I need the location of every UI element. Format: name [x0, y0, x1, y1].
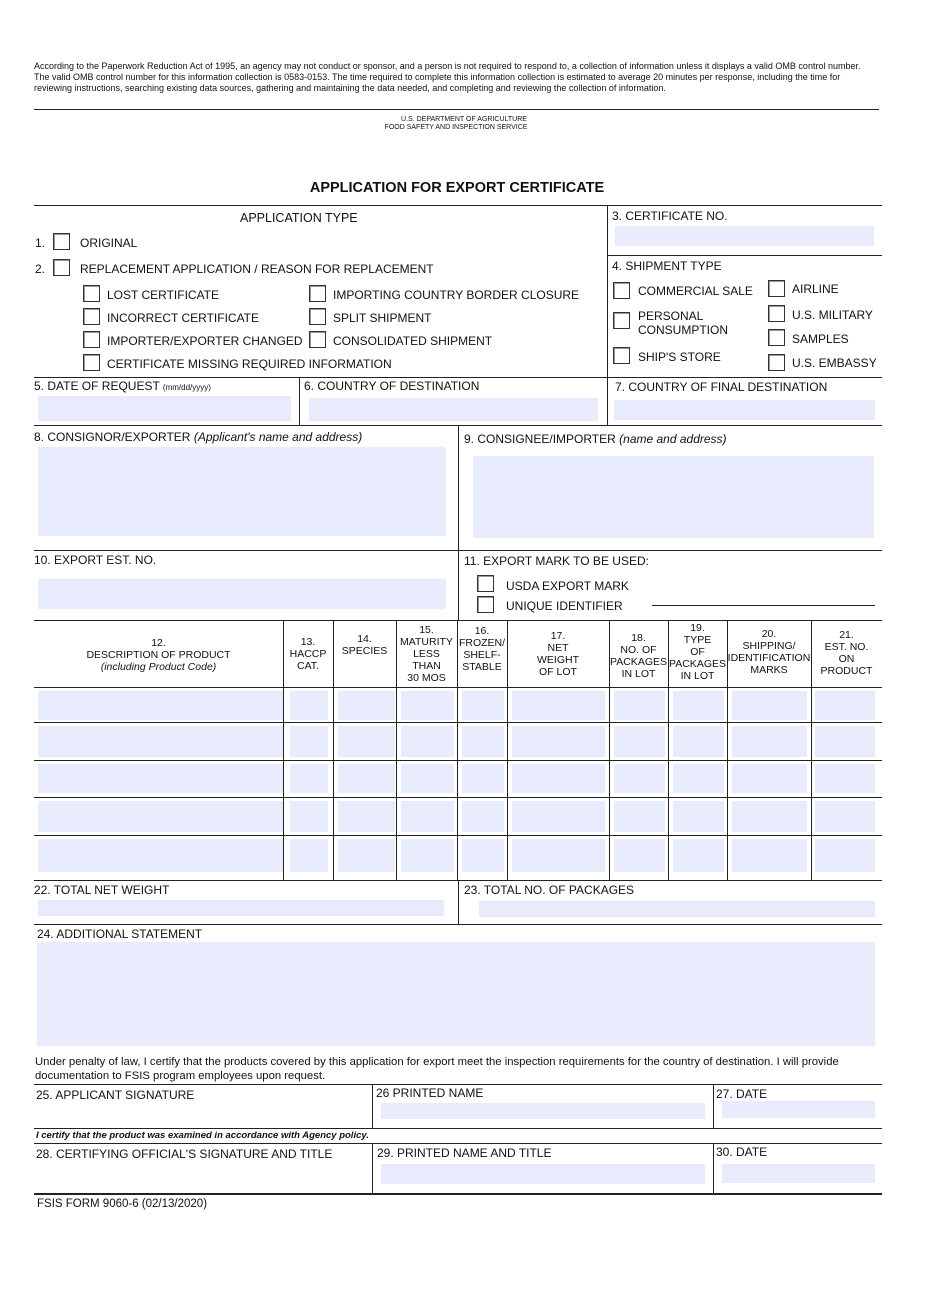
divider: [607, 377, 608, 425]
row-3-packages-field[interactable]: [614, 764, 665, 793]
column-header-haccp: [283, 636, 333, 672]
col-text: SHIPPING/: [742, 640, 796, 652]
col-num: 21.: [839, 629, 854, 641]
row-5-frozen-field[interactable]: [462, 839, 504, 872]
col-text: MATURITY: [400, 636, 453, 648]
column-header-shipping-marks: [727, 628, 811, 676]
official-signature-label: 28. CERTIFYING OFFICIAL'S SIGNATURE AND TITLE: [36, 1147, 333, 1161]
split-shipment-checkbox[interactable]: [309, 308, 326, 325]
column-header-net-weight: [507, 630, 609, 678]
export-mark-heading: 11. EXPORT MARK TO BE USED:: [464, 554, 649, 568]
row-1-maturity-field[interactable]: [401, 691, 454, 720]
usda-export-mark-checkbox[interactable]: [477, 575, 494, 592]
unique-identifier-checkbox[interactable]: [477, 596, 494, 613]
divider: [372, 1084, 373, 1128]
row-4-packages-field[interactable]: [614, 801, 665, 832]
country-destination-field[interactable]: [309, 398, 598, 421]
applicant-signature-label: 25. APPLICANT SIGNATURE: [36, 1088, 195, 1102]
col-text: IN LOT: [680, 670, 715, 682]
airline-label: AIRLINE: [792, 282, 839, 296]
column-header-species: [333, 633, 396, 657]
consolidated-shipment-checkbox[interactable]: [309, 331, 326, 348]
original-label: ORIGINAL: [80, 236, 138, 250]
divider: [607, 255, 882, 256]
divider: [372, 1143, 373, 1193]
incorrect-certificate-label: INCORRECT CERTIFICATE: [107, 311, 260, 325]
us-military-label: U.S. MILITARY: [792, 308, 873, 322]
row-4-frozen-field[interactable]: [462, 801, 504, 832]
divider: [34, 1084, 882, 1085]
replacement-checkbox[interactable]: [53, 259, 70, 276]
row-2-package-type-field[interactable]: [673, 726, 724, 757]
printed-name-field[interactable]: [381, 1103, 705, 1119]
date30-field[interactable]: [722, 1164, 875, 1183]
usda-export-mark-label: USDA EXPORT MARK: [506, 579, 629, 593]
border-closure-checkbox[interactable]: [309, 285, 326, 302]
row-3-haccp-field[interactable]: [290, 764, 328, 793]
divider: [333, 620, 334, 880]
row-4-description-field[interactable]: [38, 801, 283, 832]
col-num: 13.: [300, 636, 316, 648]
row-4-shipping-marks-field[interactable]: [732, 801, 807, 832]
row-2-haccp-field[interactable]: [290, 726, 328, 757]
consignor-text: 8. CONSIGNOR/EXPORTER: [34, 430, 191, 444]
col-num: 20.: [761, 628, 777, 640]
divider: [458, 425, 459, 550]
row-3-est-no-field[interactable]: [815, 764, 875, 793]
row-5-species-field[interactable]: [338, 839, 395, 872]
unique-identifier-label: UNIQUE IDENTIFIER: [506, 599, 623, 613]
col-text: OF LOT: [539, 666, 577, 678]
divider: [299, 377, 300, 425]
divider: [34, 835, 882, 836]
samples-label: SAMPLES: [792, 332, 849, 346]
incorrect-certificate-checkbox[interactable]: [83, 308, 100, 325]
shipment-type-heading: 4. SHIPMENT TYPE: [612, 259, 722, 273]
us-military-checkbox[interactable]: [768, 305, 785, 322]
row-5-shipping-marks-field[interactable]: [732, 839, 807, 872]
consignor-label: [34, 431, 362, 443]
consignee-text: 9. CONSIGNEE/IMPORTER: [464, 432, 616, 446]
row-5-maturity-field[interactable]: [401, 839, 454, 872]
total-packages-label: 23. TOTAL NO. OF PACKAGES: [464, 883, 635, 897]
country-final-destination-label: 7. COUNTRY OF FINAL DESTINATION: [615, 380, 828, 394]
col-text: DESCRIPTION OF PRODUCT: [86, 649, 231, 661]
row-4-haccp-field[interactable]: [290, 801, 328, 832]
date30-label: 30. DATE: [716, 1145, 768, 1159]
paperwork-notice: According to the Paperwork Reduction Act of 1995, an agency may not conduct or sponsor, and a person is not required to respond to, a collection of information unless it displays a valid OMB control number. The valid OMB control number for this information collection is 0583-0153. The time required to complete this information collection is estimated to average 20 minutes per response, including the time for reviewing instructions, searching existing data sources, gathering and maintaining the data needed, and completing and reviewing the collection of information.: [34, 61, 861, 93]
ships-store-label: SHIP'S STORE: [638, 350, 721, 364]
divider: [34, 797, 882, 798]
col-text: HACCP: [289, 648, 327, 660]
consignor-field[interactable]: [38, 447, 446, 536]
us-embassy-checkbox[interactable]: [768, 354, 785, 371]
us-embassy-label: U.S. EMBASSY: [792, 356, 877, 370]
column-header-description: [34, 637, 283, 673]
row-4-package-type-field[interactable]: [673, 801, 724, 832]
col-text: FROZEN/: [458, 637, 506, 649]
col-text: CAT.: [297, 660, 319, 672]
row-5-package-type-field[interactable]: [673, 839, 724, 872]
date-of-request-label: [34, 380, 211, 392]
col-text: NO. OF: [620, 644, 657, 656]
row-3-package-type-field[interactable]: [673, 764, 724, 793]
column-header-frozen: [457, 625, 507, 673]
col-num: 19.: [690, 622, 705, 634]
row-3-shipping-marks-field[interactable]: [732, 764, 807, 793]
row-3-frozen-field[interactable]: [462, 764, 504, 793]
col-text: STABLE: [462, 661, 502, 673]
original-checkbox[interactable]: [53, 233, 70, 250]
unique-identifier-field[interactable]: [652, 605, 875, 606]
printed-name-title-label: 29. PRINTED NAME AND TITLE: [377, 1146, 552, 1160]
row-5-haccp-field[interactable]: [290, 839, 328, 872]
column-header-maturity: [396, 624, 457, 684]
row-4-net-weight-field[interactable]: [512, 801, 605, 832]
row-5-est-no-field[interactable]: [815, 839, 875, 872]
row-1-packages-field[interactable]: [614, 691, 665, 720]
col-num: 12.: [151, 637, 166, 649]
col-text: PACKAGES: [610, 656, 667, 668]
row-2-description-field[interactable]: [38, 726, 283, 757]
divider: [34, 109, 879, 110]
country-destination-label: 6. COUNTRY OF DESTINATION: [304, 379, 480, 393]
total-net-weight-label: 22. TOTAL NET WEIGHT: [34, 883, 170, 897]
row-3-description-field[interactable]: [38, 764, 283, 793]
divider: [34, 620, 882, 621]
form-title: APPLICATION FOR EXPORT CERTIFICATE: [309, 180, 605, 196]
consumption-label: CONSUMPTION: [638, 323, 728, 337]
row-2-packages-field[interactable]: [614, 726, 665, 757]
col-num: 18.: [631, 632, 646, 644]
certificate-no-label: 3. CERTIFICATE NO.: [612, 209, 728, 223]
row-4-est-no-field[interactable]: [815, 801, 875, 832]
column-header-package-type: [668, 622, 727, 682]
personal-consumption-checkbox[interactable]: [613, 312, 630, 329]
row-1-frozen-field[interactable]: [462, 691, 504, 720]
col-text: WEIGHT: [537, 654, 579, 666]
row-1-haccp-field[interactable]: [290, 691, 328, 720]
divider: [34, 1143, 882, 1144]
importer-changed-label: IMPORTER/EXPORTER CHANGED: [107, 334, 303, 348]
date-of-request-field[interactable]: [38, 396, 291, 421]
date-of-request-text: 5. DATE OF REQUEST: [34, 379, 160, 393]
row-1-species-field[interactable]: [338, 691, 395, 720]
column-header-est-no: [811, 629, 882, 677]
export-est-no-label: 10. EXPORT EST. NO.: [34, 553, 157, 567]
divider: [607, 205, 608, 377]
lost-certificate-checkbox[interactable]: [83, 285, 100, 302]
col-num: 15.: [419, 624, 434, 636]
missing-info-checkbox[interactable]: [83, 354, 100, 371]
agency-service: FOOD SAFETY AND INSPECTION SERVICE: [384, 124, 528, 131]
divider: [34, 377, 882, 378]
row-2-frozen-field[interactable]: [462, 726, 504, 757]
col-text: OF: [690, 646, 705, 658]
row-4-maturity-field[interactable]: [401, 801, 454, 832]
date27-label: 27. DATE: [716, 1087, 768, 1101]
col-text: ON: [838, 653, 855, 665]
row-1-description-field[interactable]: [38, 691, 283, 720]
col-num: 17.: [550, 630, 566, 642]
column-header-packages: [609, 632, 668, 680]
consignee-note: (name and address): [619, 432, 727, 446]
col-text: LESS: [413, 648, 440, 660]
col-text: THAN: [412, 660, 441, 672]
row-2-species-field[interactable]: [338, 726, 395, 757]
date-format-hint: (mm/dd/yyyy): [162, 383, 211, 392]
commercial-sale-label: COMMERCIAL SALE: [638, 284, 753, 298]
airline-checkbox[interactable]: [768, 280, 785, 297]
item-number: 2.: [35, 262, 46, 276]
importer-changed-checkbox[interactable]: [83, 331, 100, 348]
penalty-statement-line2: documentation to FSIS program employees upon request.: [35, 1070, 326, 1082]
row-2-shipping-marks-field[interactable]: [732, 726, 807, 757]
col-num: 14.: [357, 633, 372, 645]
item-number: 1.: [35, 236, 46, 250]
samples-checkbox[interactable]: [768, 329, 785, 346]
col-text: EST. NO.: [824, 641, 869, 653]
divider: [34, 722, 882, 723]
date27-field[interactable]: [722, 1101, 875, 1118]
divider: [34, 687, 882, 688]
divider: [713, 1084, 714, 1128]
row-2-maturity-field[interactable]: [401, 726, 454, 757]
export-est-no-field[interactable]: [38, 579, 446, 609]
personal-label: PERSONAL: [638, 309, 704, 323]
row-3-species-field[interactable]: [338, 764, 395, 793]
row-3-maturity-field[interactable]: [401, 764, 454, 793]
additional-statement-label: 24. ADDITIONAL STATEMENT: [37, 927, 203, 941]
col-note: (including Product Code): [100, 661, 217, 673]
consignee-field[interactable]: [473, 456, 874, 538]
col-text: IN LOT: [621, 668, 656, 680]
additional-statement-field[interactable]: [37, 942, 875, 1046]
row-2-est-no-field[interactable]: [815, 726, 875, 757]
divider: [458, 880, 459, 924]
col-text: IDENTIFICATION: [727, 652, 811, 664]
certificate-no-field[interactable]: [615, 226, 874, 246]
certify-note: I certify that the product was examined in accordance with Agency policy.: [36, 1130, 369, 1141]
row-5-packages-field[interactable]: [614, 839, 665, 872]
replacement-label: REPLACEMENT APPLICATION / REASON FOR REPLACEMENT: [80, 262, 434, 276]
divider: [34, 205, 882, 206]
col-text: SHELF-: [463, 649, 501, 661]
col-num: 16.: [474, 625, 490, 637]
row-1-net-weight-field[interactable]: [512, 691, 605, 720]
divider: [34, 1128, 882, 1129]
col-text: PACKAGES: [669, 658, 726, 670]
col-text: NET: [547, 642, 569, 654]
divider: [34, 924, 882, 925]
divider: [713, 1143, 714, 1193]
row-1-shipping-marks-field[interactable]: [732, 691, 807, 720]
col-text: PRODUCT: [820, 665, 873, 677]
row-5-net-weight-field[interactable]: [512, 839, 605, 872]
col-text: MARKS: [750, 664, 788, 676]
country-final-destination-field[interactable]: [614, 400, 875, 420]
printed-name-title-field[interactable]: [381, 1164, 705, 1184]
row-3-net-weight-field[interactable]: [512, 764, 605, 793]
split-shipment-label: SPLIT SHIPMENT: [333, 311, 432, 325]
form-id: FSIS FORM 9060-6 (02/13/2020): [37, 1198, 208, 1210]
consignor-note: (Applicant's name and address): [193, 430, 363, 444]
col-text: TYPE: [683, 634, 712, 646]
col-text: SPECIES: [341, 645, 388, 657]
printed-name-label: 26 PRINTED NAME: [376, 1086, 484, 1100]
total-net-weight-field[interactable]: [38, 900, 444, 916]
row-4-species-field[interactable]: [338, 801, 395, 832]
agency-dept: U.S. DEPARTMENT OF AGRICULTURE: [401, 116, 527, 123]
consignee-label: [464, 433, 727, 445]
divider: [458, 550, 459, 620]
penalty-statement-line1: Under penalty of law, I certify that the products covered by this application for export meet the inspection requirements for the country of destination. I will provide: [35, 1056, 839, 1068]
application-type-heading: APPLICATION TYPE: [240, 211, 358, 225]
row-1-est-no-field[interactable]: [815, 691, 875, 720]
missing-info-label: CERTIFICATE MISSING REQUIRED INFORMATION: [107, 357, 392, 371]
row-2-net-weight-field[interactable]: [512, 726, 605, 757]
divider: [34, 760, 882, 761]
total-packages-field[interactable]: [479, 901, 875, 917]
row-5-description-field[interactable]: [38, 839, 283, 872]
lost-certificate-label: LOST CERTIFICATE: [107, 288, 220, 302]
col-text: 30 MOS: [407, 672, 446, 684]
ships-store-checkbox[interactable]: [613, 347, 630, 364]
border-closure-label: IMPORTING COUNTRY BORDER CLOSURE: [333, 288, 580, 302]
divider: [34, 1193, 882, 1195]
consolidated-shipment-label: CONSOLIDATED SHIPMENT: [333, 334, 493, 348]
commercial-sale-checkbox[interactable]: [613, 282, 630, 299]
row-1-package-type-field[interactable]: [673, 691, 724, 720]
